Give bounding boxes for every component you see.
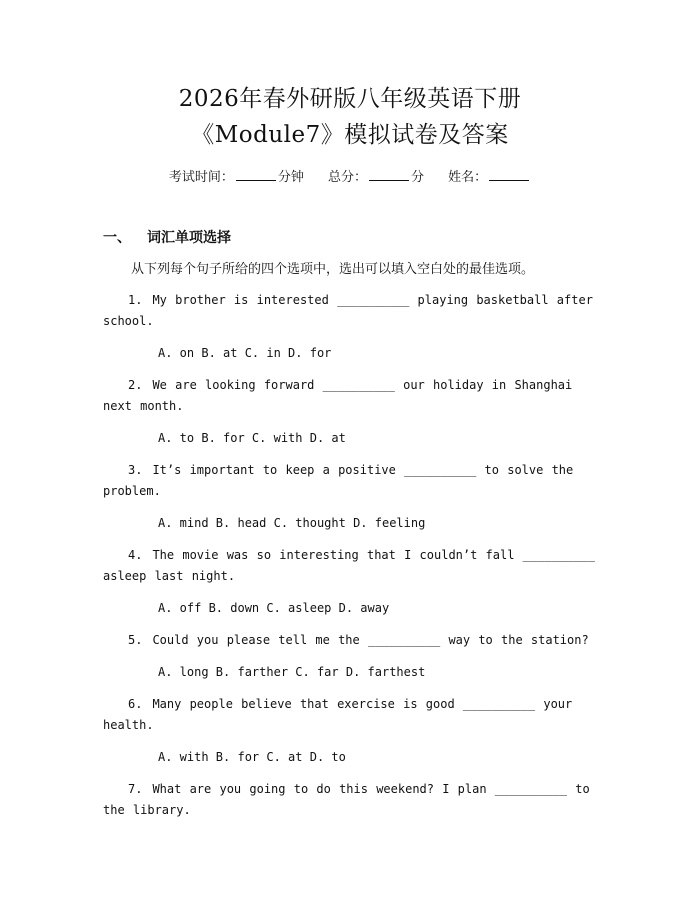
- exam-info-line: [0, 168, 700, 187]
- question-text: My brother is interested __________ playing basketball after school.: [103, 293, 593, 328]
- question-stem: [103, 290, 605, 332]
- question-number: 1.: [128, 293, 143, 307]
- student-name-label: 姓名：: [448, 170, 488, 185]
- question-stem: [103, 630, 605, 651]
- exam-time-unit: 分钟: [277, 170, 304, 185]
- question-text: We are looking forward __________ our holiday in Shanghai next month.: [103, 378, 573, 413]
- question-options: A. off B. down C. asleep D. away: [158, 601, 390, 615]
- total-score-unit: 分: [411, 170, 425, 185]
- question-options: A. long B. farther C. far D. farthest: [158, 665, 426, 679]
- student-name-field: [448, 170, 531, 185]
- exam-time-label: 考试时间：: [168, 170, 234, 185]
- question-number: 4.: [128, 548, 143, 562]
- question-text: Could you please tell me the __________ way to the station?: [152, 633, 589, 647]
- question-options: A. to B. for C. with D. at: [158, 431, 346, 445]
- page-subtitle: 《Module7》模拟试卷及答案: [191, 122, 509, 148]
- question-item: [103, 375, 605, 449]
- total-score-blank: [369, 168, 409, 181]
- question-text: Many people believe that exercise is good __________ your health.: [103, 697, 573, 732]
- section-instruction: 从下列每个句子所给的四个选项中，选出可以填入空白处的最佳选项。: [131, 262, 535, 277]
- student-name-blank: [489, 168, 529, 181]
- section-heading: [103, 228, 231, 248]
- question-text: The movie was so interesting that I couldn’t fall __________ asleep last night.: [103, 548, 595, 583]
- question-stem: [103, 460, 605, 502]
- question-list: [103, 290, 605, 821]
- total-score-field: [328, 170, 424, 185]
- question-number: 7.: [128, 782, 143, 796]
- section-number: 一、: [103, 230, 131, 246]
- question-item: [103, 290, 605, 364]
- question-stem: [103, 694, 605, 736]
- question-item: [103, 460, 605, 534]
- question-text: It’s important to keep a positive __________ to solve the problem.: [103, 463, 574, 498]
- question-item: [103, 630, 605, 683]
- page-title: 2026年春外研版八年级英语下册: [178, 86, 522, 112]
- question-number: 5.: [128, 633, 143, 647]
- question-item: [103, 779, 605, 821]
- question-options: A. mind B. head C. thought D. feeling: [158, 516, 426, 530]
- question-text: What are you going to do this weekend? I plan __________ to the library.: [103, 782, 590, 817]
- question-options: A. on B. at C. in D. for: [158, 346, 332, 360]
- question-stem: [103, 779, 605, 821]
- exam-time-blank: [236, 168, 276, 181]
- question-item: [103, 545, 605, 619]
- total-score-label: 总分：: [327, 170, 367, 185]
- question-stem: [103, 375, 605, 417]
- question-number: 2.: [128, 378, 143, 392]
- question-stem: [103, 545, 605, 587]
- question-item: [103, 694, 605, 768]
- section-title: 词汇单项选择: [147, 230, 231, 246]
- question-number: 6.: [128, 697, 143, 711]
- question-number: 3.: [128, 463, 143, 477]
- exam-time-field: [169, 170, 304, 185]
- question-options: A. with B. for C. at D. to: [158, 750, 346, 764]
